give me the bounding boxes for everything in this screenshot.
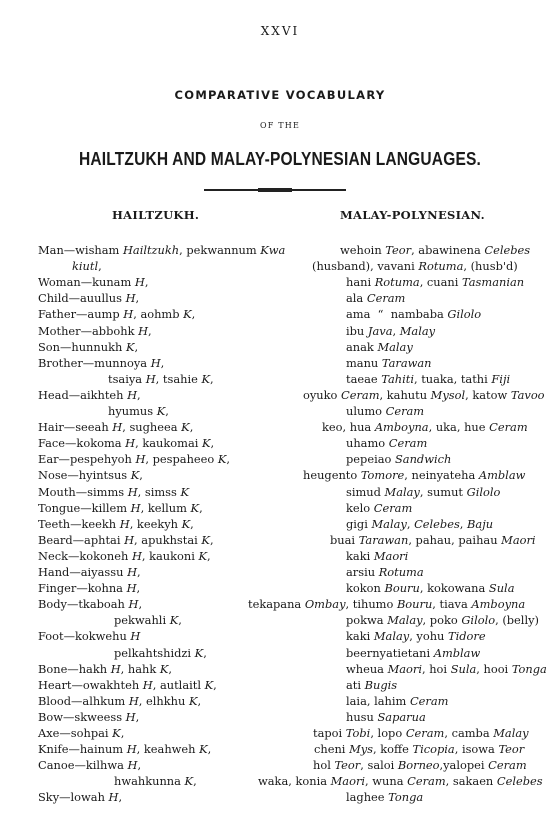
hailtzukh-line: tsaiya H, tsahie K, [108, 371, 214, 386]
malay-polynesian-line: tapoi Tobi, lopo Ceram, camba Malay [313, 726, 529, 740]
malay-polynesian-line: ulumo Ceram [346, 404, 425, 418]
hailtzukh-line: pelkahtshidzi K, [114, 645, 207, 660]
hailtzukh-line: hyumus K, [108, 404, 169, 418]
malay-polynesian-line: wehoin Teor, abawinena Celebes [340, 243, 531, 257]
hailtzukh-line: Bone—hakh H, hahk K, [38, 661, 172, 676]
hailtzukh-line: Mouth—simms H, simss K [38, 484, 190, 499]
hailtzukh-line: Face—kokoma H, kaukomai K, [38, 436, 215, 451]
hailtzukh-line: Man—wisham Hailtzukh, pekwannum Kwa [38, 243, 286, 257]
malay-polynesian-line: hani Rotuma, cuani Tasmanian [346, 275, 525, 290]
malay-polynesian-line: laghee Tonga [346, 790, 424, 805]
hailtzukh-line: Teeth—keekh H, keekyh K, [38, 516, 194, 531]
malay-polynesian-line: beernyatietani Amblaw [346, 645, 481, 660]
title-rule-center [258, 188, 292, 192]
malay-polynesian-line: anak Malay [346, 339, 413, 354]
hailtzukh-line: Hair—seeah H, sugheea K, [38, 420, 194, 435]
hailtzukh-line: Nose—hyintsus K, [38, 468, 143, 483]
malay-polynesian-line: husu Saparua [346, 709, 426, 724]
malay-polynesian-line: laia, lahim Ceram [346, 693, 449, 708]
hailtzukh-line: Ear—pespehyoh H, pespaheeo K, [38, 452, 231, 467]
hailtzukh-line: Beard—aphtai H, apukhstai K, [38, 532, 214, 547]
malay-polynesian-line: uhamo Ceram [346, 436, 428, 451]
hailtzukh-line: Head—aikhteh H, [38, 387, 141, 402]
malay-polynesian-line: kelo Ceram [346, 500, 413, 515]
malay-polynesian-line: kaki Maori [346, 548, 409, 563]
malay-polynesian-line: taeae Tahiti, tuaka, tathi Fiji [346, 371, 511, 386]
malay-polynesian-line: cheni Mys, koffe Ticopia, isowa Teor [314, 742, 525, 757]
malay-polynesian-line: pokwa Malay, poko Gilolo, (belly) [346, 613, 539, 628]
malay-polynesian-line: gigi Malay, Celebes, Baju [346, 516, 494, 531]
page-number: XXVI [260, 24, 300, 38]
title-line-1: COMPARATIVE VOCABULARY [174, 88, 386, 102]
hailtzukh-line: kiutl, [72, 259, 102, 274]
malay-polynesian-line: oyuko Ceram, kahutu Mysol, katow Tavoo [303, 387, 545, 402]
hailtzukh-line: Son—hunnukh K, [38, 339, 139, 354]
malay-polynesian-line: ala Ceram [346, 291, 406, 306]
title-line-2: OF THE [259, 121, 300, 130]
hailtzukh-line: pekwahli K, [114, 613, 182, 628]
malay-polynesian-line: simud Malay, sumut Gilolo [346, 484, 501, 499]
hailtzukh-line: Mother—abbohk H, [38, 323, 152, 338]
hailtzukh-line: Bow—skweess H, [38, 709, 140, 724]
title-line-3: HAILTZUKH AND MALAY-POLYNESIAN LANGUAGES. [78, 148, 482, 169]
hailtzukh-line: Hand—aiyassu H, [38, 565, 141, 579]
hailtzukh-line: Tongue—killem H, kellum K, [38, 500, 203, 515]
hailtzukh-line: Foot—kokwehu H [38, 629, 141, 644]
hailtzukh-line: Canoe—kilhwa H, [38, 758, 142, 773]
malay-polynesian-line: arsiu Rotuma [346, 565, 424, 579]
hailtzukh-line: Finger—kohna H, [38, 581, 141, 596]
malay-polynesian-line: manu Tarawan [346, 355, 432, 370]
hailtzukh-line: Body—tkaboah H, [38, 597, 143, 612]
malay-polynesian-line: kokon Bouru, kokowana Sula [346, 581, 515, 596]
malay-polynesian-line: wheua Maori, hoi Sula, hooi Tonga [346, 661, 547, 676]
hailtzukh-line: Knife—hainum H, keahweh K, [38, 742, 212, 757]
column-heading-hailtzukh: HAILTZUKH. [112, 208, 200, 222]
hailtzukh-line: Child—auullus H, [38, 291, 140, 306]
malay-polynesian-line: keo, hua Amboyna, uka, hue Ceram [322, 420, 528, 435]
malay-polynesian-line: hol Teor, saloi Borneo,yalopei Ceram [313, 758, 527, 773]
hailtzukh-line: hwahkunna K, [114, 774, 197, 789]
column-heading-malay-polynesian: MALAY-POLYNESIAN. [340, 208, 485, 222]
malay-polynesian-line: waka, konia Maori, wuna Ceram, sakaen Celebes [258, 774, 543, 789]
hailtzukh-line: Heart—owakhteh H, autlaitl K, [38, 677, 217, 692]
hailtzukh-line: Sky—lowah H, [38, 790, 123, 805]
malay-polynesian-line: ati Bugis [346, 677, 398, 692]
malay-polynesian-line: kaki Malay, yohu Tidore [346, 629, 486, 644]
malay-polynesian-line: heugento Tomore, neinyateha Amblaw [303, 468, 526, 483]
malay-polynesian-line: ibu Java, Malay [346, 323, 436, 338]
hailtzukh-line: Neck—kokoneh H, kaukoni K, [38, 548, 211, 563]
hailtzukh-line: Brother—munnoya H, [38, 355, 165, 370]
malay-polynesian-line: (husband), vavani Rotuma, (husb'd) [312, 259, 518, 274]
hailtzukh-line: Blood—alhkum H, elhkhu K, [38, 693, 202, 708]
malay-polynesian-line: buai Tarawan, pahau, paihau Maori [330, 532, 536, 547]
malay-polynesian-line: tekapana Ombay, tihumo Bouru, tiava Amboyna [248, 597, 526, 612]
malay-polynesian-line: pepeiao Sandwich [346, 452, 452, 467]
malay-polynesian-line: ama “ nambaba Gilolo [346, 307, 482, 322]
hailtzukh-line: Axe—sohpai K, [38, 726, 125, 740]
hailtzukh-line: Woman—kunam H, [38, 275, 149, 290]
hailtzukh-line: Father—aump H, aohmb K, [38, 307, 196, 322]
